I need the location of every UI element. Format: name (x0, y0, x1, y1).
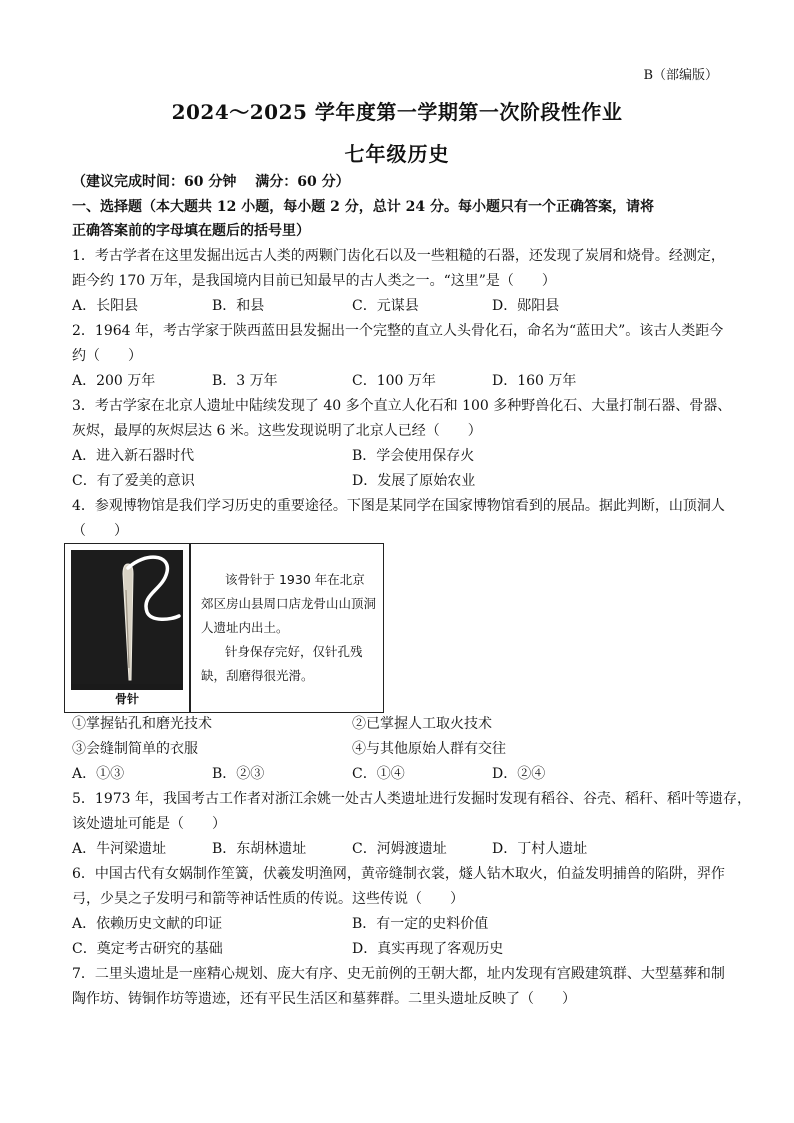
q3-option-d[interactable]: D．发展了原始农业 (352, 473, 476, 489)
q6-option-d[interactable]: D．真实再现了客观历史 (352, 941, 504, 957)
q5-options (72, 839, 732, 859)
q1-option-c[interactable]: C．元谋县 (352, 298, 419, 314)
exam-info: （建议完成时间：60 分钟 满分：60 分） (72, 174, 350, 190)
q5-stem-line2: 该处遗址可能是（ ） (72, 816, 226, 832)
q5-option-a[interactable]: A．牛河梁遗址 (72, 841, 167, 857)
q3-stem-line2: 灰烬，最厚的灰烬层达 6 米。这些发现说明了北京人已经（ ） (72, 423, 482, 439)
q6-option-c[interactable]: C．奠定考古研究的基础 (72, 941, 223, 957)
q3-stem-line1: 3．考古学家在北京人遗址中陆续发现了 40 多个直立人化石和 100 多种野兽化石、大量打制石器、骨器、 (72, 398, 732, 414)
q4-statement-2: ②已掌握人工取火技术 (352, 716, 492, 732)
edition-label: B（部编版） (643, 68, 718, 83)
q3-option-b[interactable]: B．学会使用保存火 (352, 448, 475, 464)
q3-options-row1 (72, 446, 732, 466)
q2-option-a[interactable]: A．200 万年 (72, 373, 156, 389)
q6-stem-line2: 弓，少昊之子发明弓和箭等神话性质的传说。这些传说（ ） (72, 891, 464, 907)
q3-option-c[interactable]: C．有了爱美的意识 (72, 473, 195, 489)
q4-statement-4: ④与其他原始人群有交往 (352, 741, 506, 757)
q4-stem-line1: 4．参观博物馆是我们学习历史的重要途径。下图是某同学在国家博物馆看到的展品。据此判断，山顶洞人 (72, 498, 725, 514)
exhibit-description (201, 568, 377, 688)
q5-option-d[interactable]: D．丁村人遗址 (492, 841, 588, 857)
q6-options-row2 (72, 939, 732, 959)
q5-option-c[interactable]: C．河姆渡遗址 (352, 841, 447, 857)
q1-stem-line1: 1．考古学者在这里发掘出远古人类的两颗门齿化石以及一些粗糙的石器，还发现了炭屑和烧骨。经测定， (72, 248, 725, 264)
q6-options-row1 (72, 914, 732, 934)
exam-subtitle: 七年级历史 (344, 142, 450, 166)
q5-stem-line1: 5．1973 年，我国考古工作者对浙江余姚一处古人类遗址进行发掘时发现有稻谷、谷壳、稻秆、稻叶等遗存， (72, 791, 751, 807)
q3-options-row2 (72, 471, 732, 491)
q1-option-a[interactable]: A．长阳县 (72, 298, 139, 314)
q2-stem-line2: 约（ ） (72, 348, 142, 364)
q1-stem-line2: 距今约 170 万年，是我国境内目前已知最早的古人类之一。“这里”是（ ） (72, 273, 556, 289)
section-heading-line1: 一、选择题（本大题共 12 小题，每小题 2 分，总计 24 分。每小题只有一个正确答案，请将 (72, 199, 654, 215)
q1-option-d[interactable]: D．郧阳县 (492, 298, 560, 314)
q1-options (72, 296, 732, 316)
q4-option-a[interactable]: A．①③ (72, 766, 125, 782)
q6-stem-line1: 6．中国古代有女娲制作笙簧，伏羲发明渔网，黄帝缝制衣裳，燧人钻木取火，伯益发明捕兽的陷阱，羿作 (72, 866, 725, 882)
bone-needle-label: 骨针 (114, 692, 139, 706)
q4-stem-line2: （ ） (72, 523, 128, 539)
exam-title: 2024～2025 学年度第一学期第一次阶段性作业 (171, 100, 623, 124)
q2-option-d[interactable]: D．160 万年 (492, 373, 577, 389)
q3-option-a[interactable]: A．进入新石器时代 (72, 448, 195, 464)
bone-needle-icon (71, 550, 183, 684)
q4-statements-row2 (72, 739, 732, 759)
q7-stem-line2: 陶作坊、铸铜作坊等遗迹，还有平民生活区和墓葬群。二里头遗址反映了（ ） (72, 991, 576, 1007)
q2-stem-line1: 2．1964 年，考古学家于陕西蓝田县发掘出一个完整的直立人头骨化石，命名为“蓝田犬”。该古人类距今 (72, 323, 724, 339)
q4-option-d[interactable]: D．②④ (492, 766, 546, 782)
q6-option-b[interactable]: B．有一定的史料价值 (352, 916, 489, 932)
q7-stem-line1: 7．二里头遗址是一座精心规划、庞大有序、史无前例的王朝大都，址内发现有宫殿建筑群、大型墓葬和制 (72, 966, 725, 982)
q4-option-b[interactable]: B．②③ (212, 766, 265, 782)
q2-options (72, 371, 732, 391)
section-heading-line2: 正确答案前的字母填在题后的括号里） (72, 223, 310, 239)
q1-option-b[interactable]: B．和县 (212, 298, 265, 314)
exhibit-description-p1: 该骨针于 1930 年在北京郊区房山县周口店龙骨山山顶洞人遗址内出土。 (201, 572, 377, 635)
q4-statement-3: ③会缝制简单的衣服 (72, 741, 198, 757)
bone-needle-exhibit-figure (64, 543, 384, 713)
q4-option-c[interactable]: C．①④ (352, 766, 405, 782)
bone-needle-photo (71, 550, 183, 684)
q2-option-c[interactable]: C．100 万年 (352, 373, 436, 389)
q5-option-b[interactable]: B．东胡林遗址 (212, 841, 307, 857)
q4-statement-1: ①掌握钻孔和磨光技术 (72, 716, 212, 732)
q6-option-a[interactable]: A．依赖历史文献的印证 (72, 916, 223, 932)
exhibit-description-p2: 针身保存完好，仅针孔残缺，刮磨得很光滑。 (201, 644, 363, 683)
q2-option-b[interactable]: B．3 万年 (212, 373, 278, 389)
q4-statements-row1 (72, 714, 732, 734)
q4-options (72, 764, 732, 784)
